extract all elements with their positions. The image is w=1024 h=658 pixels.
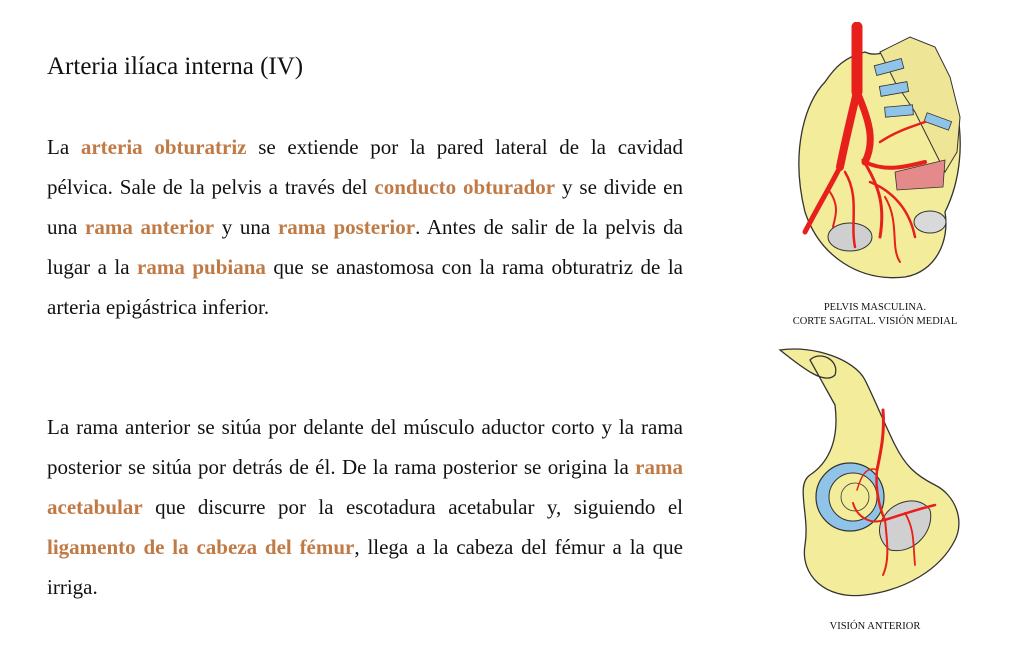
text-segment: que se anastomosa con la rama obturatriz de la arteria epigástrica inferior. (47, 255, 683, 319)
figure1-caption-line2: CORTE SAGITAL. VISIÓN MEDIAL (792, 316, 958, 327)
text-segment: y una (214, 215, 278, 239)
text-segment: La rama anterior se sitúa por delante del músculo aductor corto y la rama posterior se sitúa por detrás de él. De la rama posterior se origina la (47, 415, 683, 479)
figure2-caption: VISIÓN ANTERIOR (829, 621, 921, 632)
hip-bone-illustration (780, 349, 959, 596)
pelvis-bone-illustration (799, 37, 960, 278)
paragraph-branches (47, 407, 683, 607)
text-segment: que discurre por la escotadura acetabular y, siguiendo el (142, 495, 683, 519)
text-segment: . Antes de salir de la pelvis da lugar a la (47, 215, 683, 279)
highlighted-term: ligamento de la cabeza del fémur (47, 535, 355, 559)
text-segment: y se divide en una (47, 175, 683, 239)
page-title: Arteria ilíaca interna (IV) (47, 53, 304, 80)
figure1-caption-line1: PELVIS MASCULINA. (823, 302, 927, 313)
figure1-caption (760, 301, 990, 329)
highlighted-term: rama posterior (277, 215, 416, 239)
figure-hip-anterior (765, 345, 975, 607)
highlighted-term: rama acetabular (47, 455, 683, 519)
highlighted-term: arteria obturatriz (80, 135, 247, 159)
text-segment: se extiende por la pared lateral de la cavidad pélvica. Sale de la pelvis a través del (47, 135, 683, 199)
highlighted-term: rama anterior (85, 215, 215, 239)
text-segment: La (47, 135, 81, 159)
figure-pelvis-sagittal (785, 22, 970, 292)
paragraph-obturator-artery (47, 127, 683, 327)
highlighted-term: rama pubiana (137, 255, 266, 279)
text-segment: , llega a la cabeza del fémur a la que irriga. (47, 535, 683, 599)
highlighted-term: conducto obturador (374, 175, 556, 199)
